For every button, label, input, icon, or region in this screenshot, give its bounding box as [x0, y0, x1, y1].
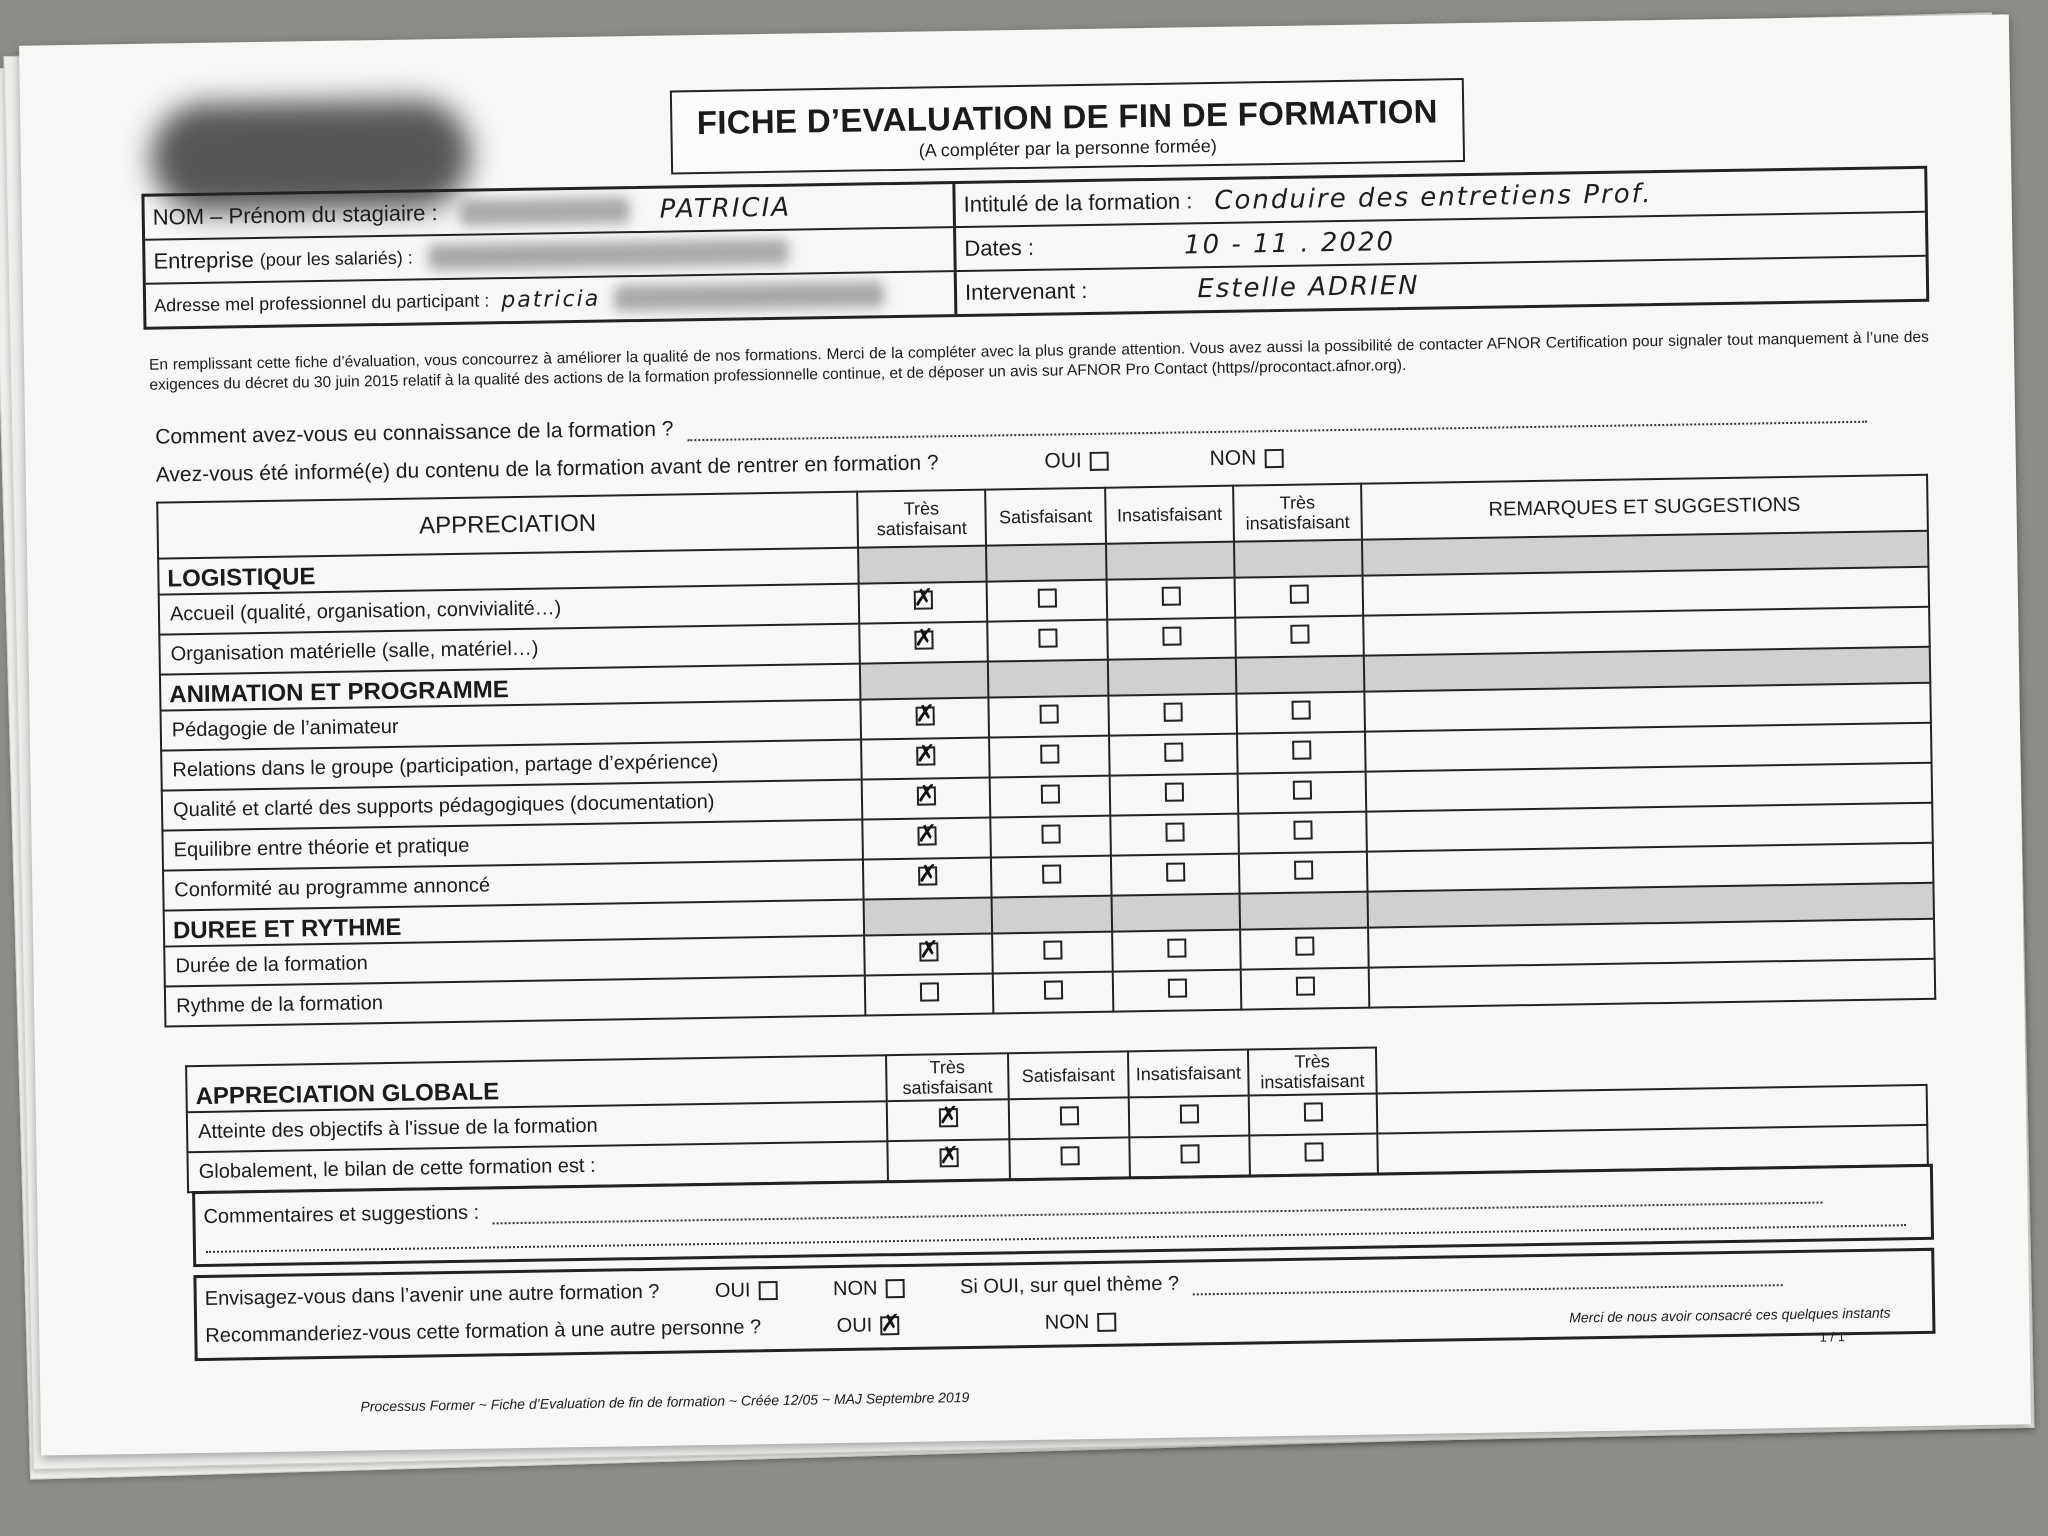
si-oui-label: Si OUI, sur quel thème ? — [959, 1272, 1180, 1299]
header-tres-insatisfaisant: Très insatisfaisant — [1233, 484, 1362, 542]
checkbox-tres-satisfaisant[interactable] — [918, 866, 937, 885]
criterion-label: Durée de la formation — [164, 936, 865, 987]
checkbox-tres-satisfaisant[interactable] — [915, 706, 934, 725]
header-tres-insatisfaisant: Très insatisfaisant — [1248, 1048, 1377, 1096]
header-tres-satisfaisant: Très satisfaisant — [857, 490, 986, 548]
footer-text: Processus Former ~ Fiche d’Evaluation de fin de formation ~ Créée 12/05 ~ MAJ Septembre 2019 — [360, 1388, 970, 1415]
redacted-company — [429, 239, 789, 271]
recommend-non-label: NON — [1044, 1311, 1090, 1334]
criterion-label: Rythme de la formation — [165, 976, 866, 1027]
intervenant-label: Intervenant : — [964, 277, 1088, 305]
remarques-cell[interactable] — [1369, 959, 1936, 1008]
checkbox-tres-insatisfaisant[interactable] — [1295, 936, 1314, 955]
checkbox-tres-satisfaisant[interactable] — [919, 942, 938, 961]
checkbox-insatisfaisant[interactable] — [1166, 863, 1185, 882]
adresse-value[interactable]: patricia — [501, 286, 601, 313]
criterion-label: Atteinte des objectifs à l'issue de la formation — [187, 1101, 888, 1152]
checkbox-satisfaisant[interactable] — [1037, 588, 1056, 607]
checkbox-tres-satisfaisant[interactable] — [913, 590, 932, 609]
commentaires-label: Commentaires et suggestions : — [203, 1201, 480, 1228]
oui-label: OUI — [1044, 449, 1082, 473]
checkbox-tres-satisfaisant[interactable] — [938, 1108, 957, 1127]
future-training-box — [193, 1248, 1935, 1361]
checkbox-tres-insatisfaisant[interactable] — [1289, 585, 1308, 604]
intro-paragraph: En remplissant cette fiche d’évaluation, vous concourrez à améliorer la qualité de nos formations. Merci de la compléter avec la plus grande attention. Vous avez aussi la possibilité de contacter AFNOR Certification pour signaler tout manquement à l’une des exigences du décret du 30 juin 2015 relatif à la qualité des actions de la formation professionnelle continue, et de déposer un avis sur AFNOR Pro Contact (https//procontact.afnor.org). — [148, 328, 1929, 394]
section-shade-cell — [1106, 542, 1235, 580]
checkbox-insatisfaisant[interactable] — [1179, 1104, 1198, 1123]
merci-text: Merci de nous avoir consacré ces quelques instants — [1569, 1304, 1891, 1326]
global-title: APPRECIATION GLOBALE — [186, 1055, 887, 1112]
oui-checkbox[interactable] — [1090, 452, 1109, 471]
redacted-email — [614, 281, 884, 311]
section-shade-cell — [1240, 892, 1369, 930]
section-shade-cell — [858, 546, 987, 584]
section-shade-cell — [860, 662, 989, 700]
checkbox-insatisfaisant[interactable] — [1167, 939, 1186, 958]
checkbox-tres-insatisfaisant[interactable] — [1295, 976, 1314, 995]
criterion-label: Qualité et clarté des supports pédagogiques (documentation) — [162, 780, 863, 831]
theme-line[interactable] — [1193, 1280, 1783, 1295]
checkbox-satisfaisant[interactable] — [1041, 824, 1060, 843]
adresse-label: Adresse mel professionnel du participant : — [153, 289, 490, 316]
checkbox-tres-insatisfaisant[interactable] — [1292, 741, 1311, 760]
nom-label: NOM – Prénom du stagiaire : — [152, 200, 438, 230]
section-title: LOGISTIQUE — [158, 548, 858, 595]
section-shade-cell — [986, 544, 1107, 582]
checkbox-insatisfaisant[interactable] — [1162, 627, 1181, 646]
checkbox-satisfaisant[interactable] — [1043, 980, 1062, 999]
envisagez-non-checkbox[interactable] — [885, 1279, 904, 1298]
appreciation-table — [156, 474, 1936, 1028]
checkbox-satisfaisant[interactable] — [1060, 1146, 1079, 1165]
checkbox-insatisfaisant[interactable] — [1180, 1144, 1199, 1163]
checkbox-tres-satisfaisant[interactable] — [939, 1148, 958, 1167]
section-shade-cell — [988, 660, 1109, 698]
checkbox-tres-insatisfaisant[interactable] — [1292, 781, 1311, 800]
checkbox-insatisfaisant[interactable] — [1164, 743, 1183, 762]
intitule-label: Intitulé de la formation : — [963, 188, 1193, 217]
checkbox-insatisfaisant[interactable] — [1161, 587, 1180, 606]
entreprise-sub-label: (pour les salariés) : — [259, 247, 413, 270]
checkbox-tres-satisfaisant[interactable] — [916, 786, 935, 805]
envisagez-oui-checkbox[interactable] — [758, 1281, 777, 1300]
section-title: DUREE ET RYTHME — [164, 900, 864, 947]
evaluation-form — [19, 14, 2031, 1455]
comments-line[interactable] — [493, 1198, 1823, 1225]
question-informe-label: Avez-vous été informé(e) du contenu de la formation avant de rentrer en formation ? — [155, 451, 939, 487]
title-box — [670, 78, 1465, 174]
answer-line[interactable] — [687, 417, 1867, 442]
non-checkbox[interactable] — [1264, 449, 1283, 468]
criterion-label: Conformité au programme annoncé — [163, 860, 864, 911]
checkbox-tres-insatisfaisant[interactable] — [1291, 701, 1310, 720]
checkbox-tres-satisfaisant[interactable] — [917, 826, 936, 845]
checkbox-tres-insatisfaisant[interactable] — [1303, 1102, 1322, 1121]
recommend-non-checkbox[interactable] — [1097, 1313, 1116, 1332]
header-satisfaisant: Satisfaisant — [1008, 1051, 1129, 1099]
checkbox-tres-insatisfaisant[interactable] — [1290, 625, 1309, 644]
page-number: 1 / 1 — [1819, 1329, 1845, 1345]
comments-line-2[interactable] — [206, 1220, 1906, 1253]
redacted-name — [459, 197, 629, 226]
checkbox-satisfaisant[interactable] — [1040, 744, 1059, 763]
checkbox-satisfaisant[interactable] — [1042, 864, 1061, 883]
nom-value[interactable]: PATRICIA — [659, 192, 792, 225]
form-subtitle: (A compléter par la personne formée) — [918, 135, 1218, 161]
checkbox-satisfaisant[interactable] — [1040, 784, 1059, 803]
checkbox-insatisfaisant[interactable] — [1164, 783, 1183, 802]
section-shade-cell — [1236, 656, 1365, 694]
trainee-info-table — [141, 166, 1929, 330]
criterion-label: Organisation matérielle (salle, matériel…) — [159, 624, 860, 675]
recommend-oui-label: OUI — [836, 1314, 873, 1338]
recommanderiez-label: Recommanderiez-vous cette formation à une autre personne ? — [205, 1316, 762, 1347]
envisagez-non-label: NON — [832, 1277, 878, 1301]
remarques-header: REMARQUES ET SUGGESTIONS — [1361, 475, 1928, 540]
criterion-label: Relations dans le groupe (participation, partage d’expérience) — [161, 740, 862, 791]
checkbox-tres-satisfaisant[interactable] — [914, 630, 933, 649]
checkbox-tres-satisfaisant[interactable] — [919, 982, 938, 1001]
criterion-label: Pédagogie de l’animateur — [161, 700, 862, 751]
dates-label: Dates : — [964, 234, 1035, 261]
question-connaissance — [155, 399, 1867, 450]
checkbox-insatisfaisant[interactable] — [1165, 823, 1184, 842]
section-shade-cell — [864, 898, 993, 936]
checkbox-tres-satisfaisant[interactable] — [916, 746, 935, 765]
checkbox-tres-insatisfaisant[interactable] — [1293, 821, 1312, 840]
intervenant-value[interactable]: Estelle ADRIEN — [1197, 270, 1420, 305]
envisagez-label: Envisagez-vous dans l’avenir une autre formation ? — [204, 1280, 660, 1310]
header-satisfaisant: Satisfaisant — [985, 488, 1106, 546]
checkbox-satisfaisant[interactable] — [1038, 628, 1057, 647]
section-shade-cell — [992, 896, 1113, 934]
dates-value[interactable]: 10 - 11 . 2020 — [1183, 227, 1396, 261]
checkbox-satisfaisant[interactable] — [1059, 1106, 1078, 1125]
checkbox-satisfaisant[interactable] — [1039, 704, 1058, 723]
question-connaissance-label: Comment avez-vous eu connaissance de la formation ? — [155, 417, 674, 449]
recommend-oui-checkbox[interactable] — [880, 1316, 899, 1335]
criterion-label: Equilibre entre théorie et pratique — [162, 820, 863, 871]
header-insatisfaisant: Insatisfaisant — [1105, 486, 1234, 544]
checkbox-satisfaisant[interactable] — [1043, 940, 1062, 959]
envisagez-oui-label: OUI — [714, 1279, 751, 1302]
criterion-label: Globalement, le bilan de cette formation est : — [187, 1141, 888, 1192]
checkbox-tres-insatisfaisant[interactable] — [1304, 1142, 1323, 1161]
criterion-label: Accueil (qualité, organisation, convivialité…) — [159, 584, 860, 635]
appreciation-body — [158, 531, 1935, 1027]
section-shade-cell — [1234, 540, 1363, 578]
section-shade-cell — [1112, 894, 1241, 932]
entreprise-label: Entreprise — [153, 247, 254, 274]
form-title: FICHE D’EVALUATION DE FIN DE FORMATION — [696, 92, 1439, 142]
header-tres-satisfaisant: Très satisfaisant — [886, 1053, 1009, 1101]
checkbox-insatisfaisant[interactable] — [1163, 703, 1182, 722]
header-insatisfaisant: Insatisfaisant — [1128, 1050, 1249, 1098]
section-title: ANIMATION ET PROGRAMME — [160, 664, 860, 711]
appreciation-header: APPRECIATION — [157, 492, 858, 559]
non-label: NON — [1209, 446, 1257, 471]
checkbox-tres-insatisfaisant[interactable] — [1294, 860, 1313, 879]
intitule-value[interactable]: Conduire des entretiens Prof. — [1214, 179, 1653, 216]
section-shade-cell — [1108, 658, 1237, 696]
question-informe — [156, 446, 1284, 488]
checkbox-insatisfaisant[interactable] — [1167, 978, 1186, 997]
